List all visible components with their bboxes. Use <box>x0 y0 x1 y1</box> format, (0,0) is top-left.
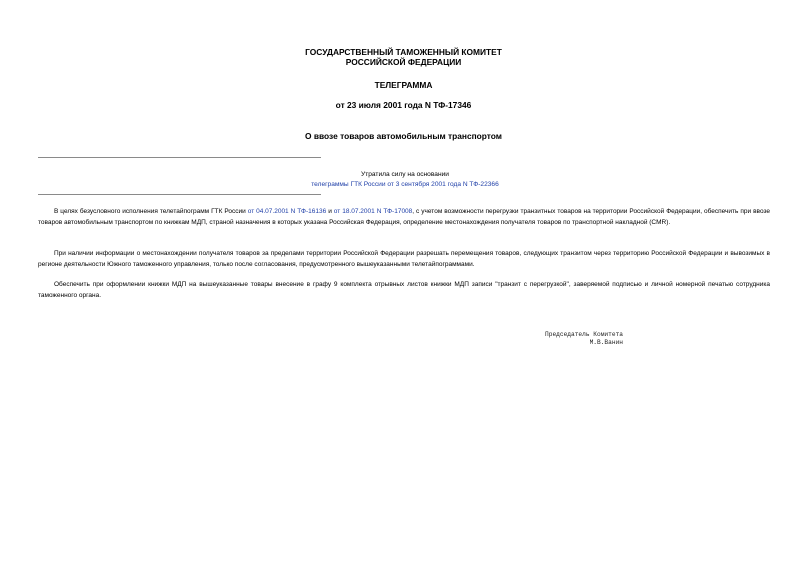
document-date-number: от 23 июля 2001 года N ТФ-17346 <box>335 100 472 110</box>
paragraph-1-text-c: , с учетом возможности перегрузки транзитных товаров на территории Российской Федерации, обеспечить при ввозе товаров автомобильным транспортом по книжкам МДП, страной назначения в которых указана Российская Федерация, определение местонахождения получателя товаров по транспортной накладной (CMR). <box>38 208 771 226</box>
issuer-line-1: ГОСУДАРСТВЕННЫЙ ТАМОЖЕННЫЙ КОМИТЕТ <box>305 47 502 57</box>
paragraph-1-text-a: В целях безусловного исполнения телетайпограмм ГТК России <box>54 208 248 215</box>
issuer-line-2: РОССИЙСКОЙ ФЕДЕРАЦИИ <box>345 57 462 67</box>
telegram-link-16136[interactable]: от 04.07.2001 N ТФ-16136 <box>247 208 327 215</box>
signature-name: М.В.Ванин <box>589 339 623 346</box>
paragraph-3: Обеспечить при оформлении книжки МДП на вышеуказанные товары внесение в графу 9 комплекта отрывных листов книжки МДП записи "транзит с перегрузкой", заверяемой подписью и личной номерной печатью сотрудника таможенного органа. <box>38 281 770 299</box>
document-title: О ввозе товаров автомобильным транспортом <box>305 131 502 141</box>
divider-top <box>38 157 321 158</box>
document-type: ТЕЛЕГРАММА <box>374 80 433 90</box>
paragraph-2: При наличии информации о местонахождении получателя товаров за пределами территории Российской Федерации разрешать перемещения товаров, следующих транзитом через территорию Российской Федерации и вывозимых в регионе деятельности Южного таможенного управления, только после согласования, предусмотренного вышеуказанными телетайпограммами. <box>38 250 770 268</box>
paragraph-1-text-b: и <box>326 208 334 215</box>
status-note: Утратила силу на основании <box>361 171 449 178</box>
divider-bottom <box>38 194 321 195</box>
paragraph-1 <box>38 207 770 228</box>
status-repeal-link[interactable]: телеграммы ГТК России от 3 сентября 2001 года N ТФ-22366 <box>311 181 499 188</box>
telegram-link-17008[interactable]: от 18.07.2001 N ТФ-17008 <box>333 208 413 215</box>
signature-position: Председатель Комитета <box>545 331 623 338</box>
